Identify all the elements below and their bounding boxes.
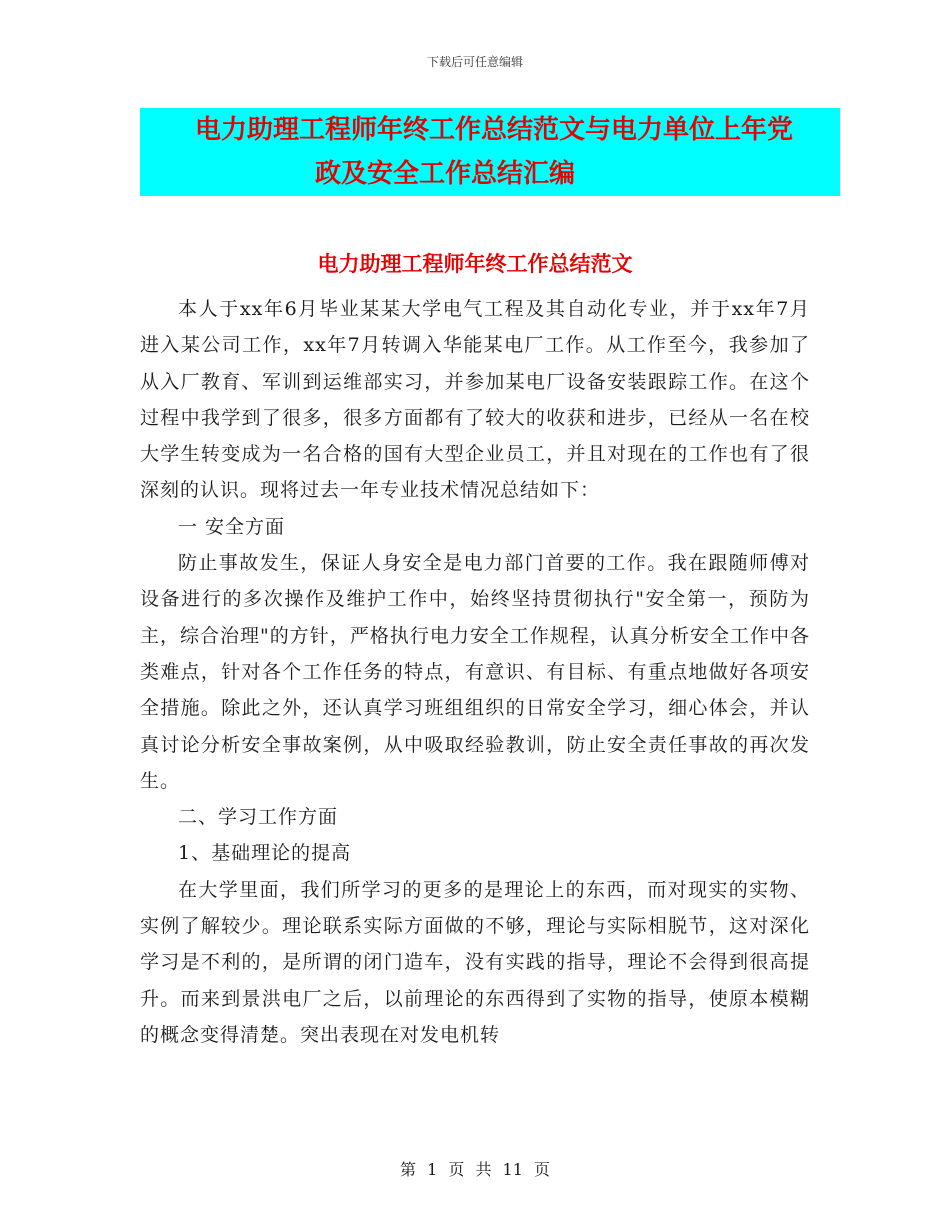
page-footer: 第 1 页 共 11 页: [400, 1160, 550, 1179]
heading-safety: 一 安全方面: [178, 515, 286, 538]
paragraph-safety: 防止事故发生，保证人身安全是电力部门首要的工作。我在跟随师傅对设备进行的多次操作及维护工作中，始终坚持贯彻执行"安全第一，预防为主，综合治理"的方针，严格执行电力安全工作规程，认真分析安全工作中各类难点，针对各个工作任务的特点，有意识、有目标、有重点地做好各项安全措施。除此之外，还认真学习班组组织的日常安全学习，细心体会，并认真讨论分析安全事故案例，从中吸取经验教训，防止安全责任事故的再次发生。: [140, 552, 810, 792]
title-line-2: 政及安全工作总结汇编: [315, 159, 576, 189]
title-line-1: 电力助理工程师年终工作总结范文与电力单位上年党: [195, 115, 794, 145]
section-title: 电力助理工程师年终工作总结范文: [317, 252, 633, 276]
document-title: [140, 108, 840, 196]
header-note: 下载后可任意编辑: [426, 55, 523, 69]
paragraph-intro: 本人于xx年6月毕业某某大学电气工程及其自动化专业，并于xx年7月进入某公司工作，xx年7月转调入华能某电厂工作。从工作至今，我参加了从入厂教育、军训到运维部实习，并参加某电厂设备安装跟踪工作。在这个过程中我学到了很多，很多方面都有了较大的收获和进步，已经从一名在校大学生转变成为一名合格的国有大型企业员工，并且对现在的工作也有了很深刻的认识。现将过去一年专业技术情况总结如下：: [140, 298, 810, 502]
paragraph-theory: 在大学里面，我们所学习的更多的是理论上的东西，而对现实的实物、实例了解较少。理论联系实际方面做的不够，理论与实际相脱节，这对深化学习是不利的，是所谓的闭门造车，没有实践的指导，理论不会得到很高提升。而来到景洪电厂之后，以前理论的东西得到了实物的指导，使原本模糊的概念变得清楚。突出表现在对发电机转: [140, 878, 810, 1046]
heading-basic-theory: 1、基础理论的提高: [178, 842, 352, 865]
heading-study-work: 二、学习工作方面: [178, 806, 339, 829]
body-text: [140, 291, 810, 1053]
